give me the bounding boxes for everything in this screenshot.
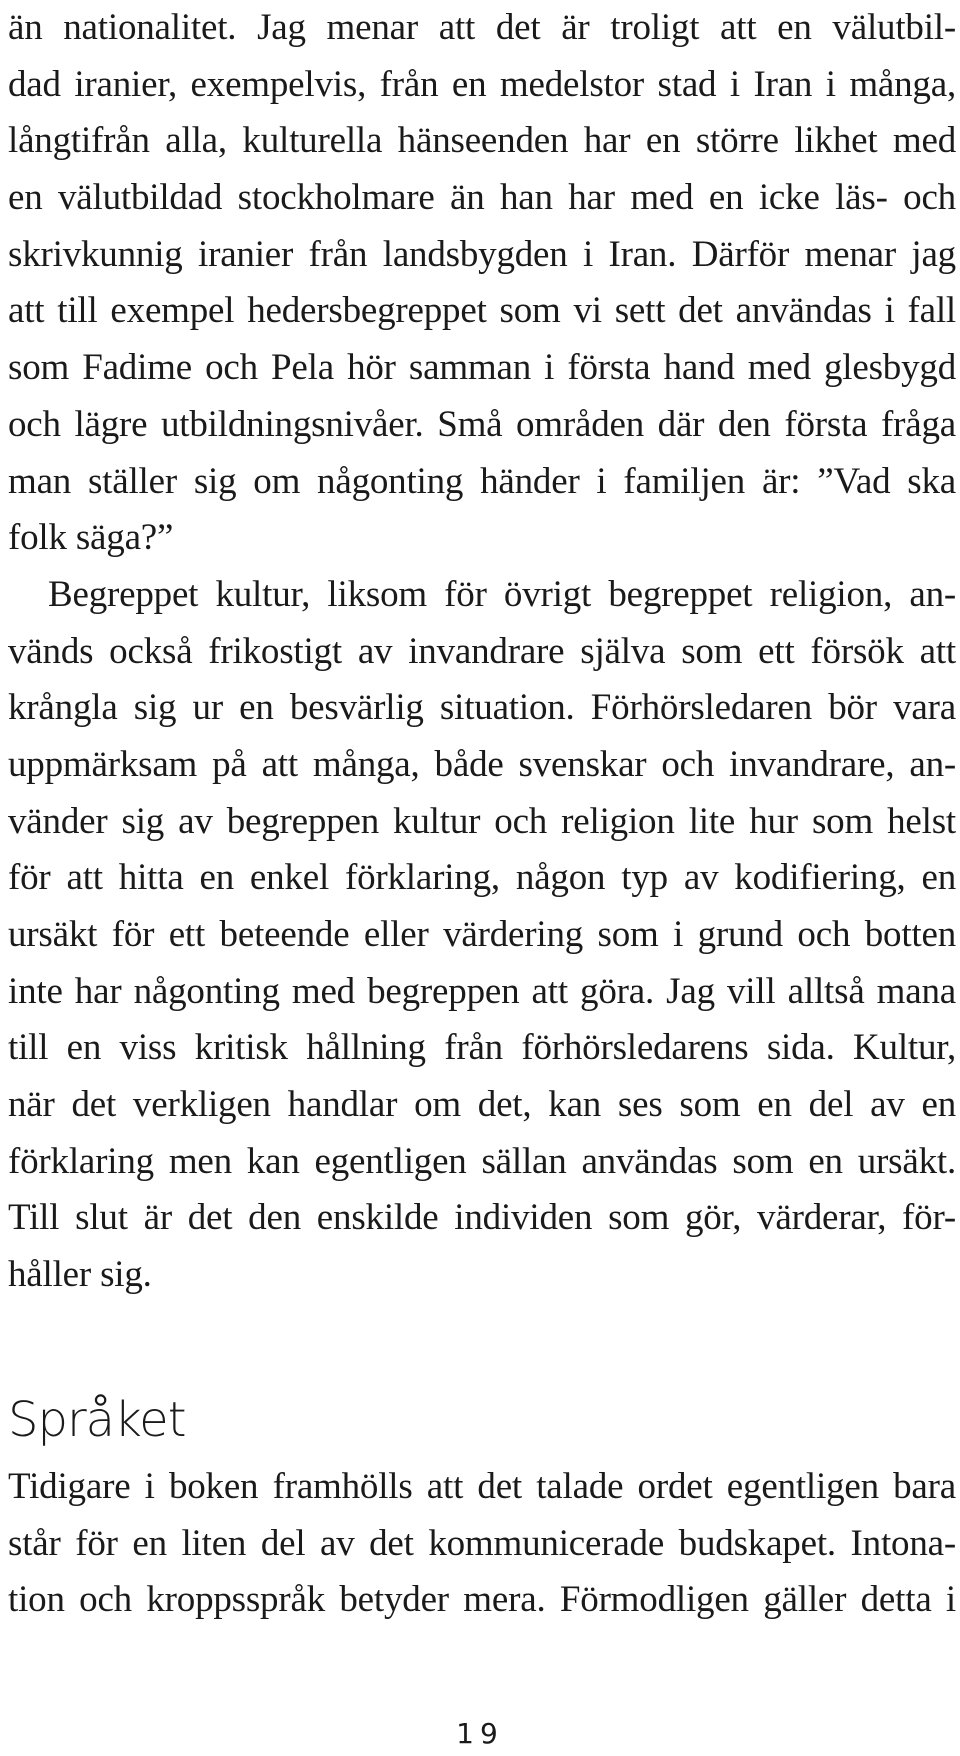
text-line: när det verkligen handlar om det, kan ses som en del av en	[8, 1084, 956, 1126]
text-line: skrivkunnig iranier från landsbygden i Iran. Därför menar jag	[8, 233, 956, 275]
text-line: uppmärksam på att många, både svenskar och invandrare, an-	[8, 743, 956, 785]
text-line: långtifrån alla, kulturella hänseenden har en större likhet med	[8, 120, 956, 162]
page-body	[8, 0, 956, 1304]
text-line: folk säga?”	[8, 517, 174, 559]
text-line: står för en liten del av det kommunicerade budskapet. Intona-	[8, 1522, 956, 1564]
text-line: förklaring men kan egentligen sällan användas som en ursäkt.	[8, 1140, 956, 1182]
text-line: för att hitta en enkel förklaring, någon typ av kodifiering, en	[8, 857, 956, 899]
text-line: krångla sig ur en besvärlig situation. Förhörsledaren bör vara	[8, 687, 956, 729]
text-line: som Fadime och Pela hör samman i första hand med glesbygd	[8, 347, 956, 389]
text-line: till en viss kritisk hållning från förhörsledarens sida. Kultur,	[8, 1027, 956, 1069]
text-line: Till slut är det den enskilde individen som gör, värderar, för-	[8, 1197, 956, 1239]
text-line: ursäkt för ett beteende eller värdering som i grund och botten	[8, 914, 956, 955]
text-line: vänds också frikostigt av invandrare själva som ett försök att	[8, 630, 956, 672]
text-line: och lägre utbildningsnivåer. Små områden där den första fråga	[8, 403, 956, 445]
page-number: 19	[456, 1717, 504, 1750]
text-line: en välutbildad stockholmare än han har med en icke läs- och	[8, 177, 956, 219]
text-line: Tidigare i boken framhölls att det talade ordet egentligen bara	[8, 1466, 956, 1507]
text-line: tion och kroppsspråk betyder mera. Förmodligen gäller detta i	[8, 1579, 956, 1621]
text-line: vänder sig av begreppen kultur och religion lite hur som helst	[8, 800, 956, 842]
text-line: Begreppet kultur, liksom för övrigt begreppet religion, an-	[48, 573, 956, 615]
paragraph-3	[8, 1459, 956, 1629]
paragraph-2	[8, 567, 956, 1304]
text-line: inte har någonting med begreppen att göra. Jag vill alltså mana	[8, 970, 956, 1012]
text-line: än nationalitet. Jag menar att det är troligt att en välutbil-	[8, 7, 956, 48]
text-line: håller sig.	[8, 1254, 152, 1296]
paragraph-1	[8, 0, 956, 567]
section-heading: Språket	[8, 1392, 186, 1448]
text-line: att till exempel hedersbegreppet som vi sett det användas i fall	[8, 290, 956, 332]
text-line: man ställer sig om någonting händer i familjen är: ”Vad ska	[8, 460, 956, 502]
text-line: dad iranier, exempelvis, från en medelstor stad i Iran i många,	[8, 63, 956, 105]
